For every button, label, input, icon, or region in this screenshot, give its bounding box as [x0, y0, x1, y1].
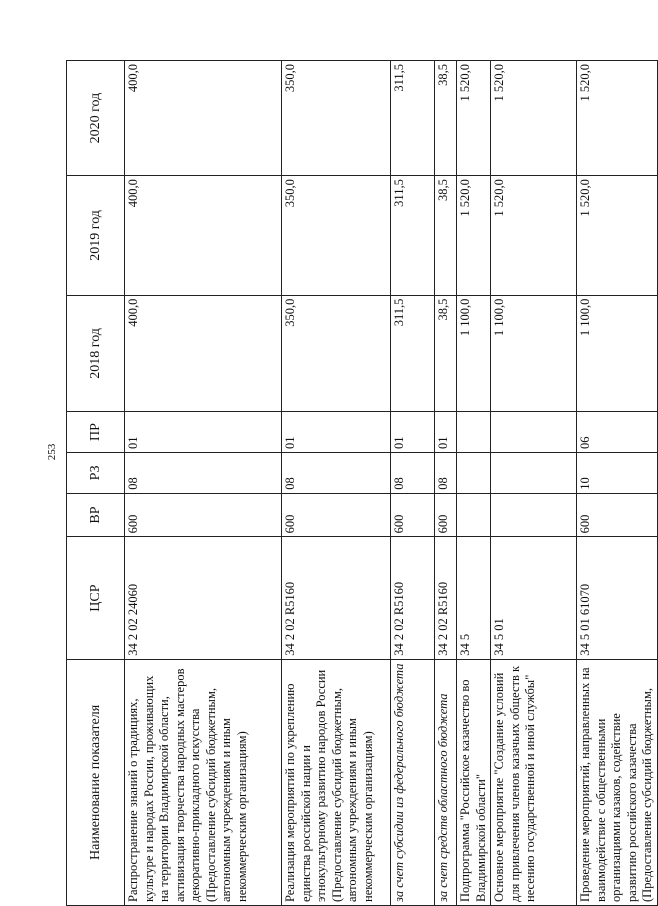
row-rz: 08 [435, 452, 457, 493]
row-csr: 34 5 01 [491, 537, 577, 659]
row-rz [491, 452, 577, 493]
row-2020: 1 520,0 [457, 61, 491, 176]
row-name: Проведение мероприятий, направленных на взаимодействие с общественными организациями казаков, содействие развитию российского казачества (Предоставление субсидий бюджетным, [577, 659, 658, 905]
budget-table [66, 60, 658, 906]
rotated-page-area [66, 60, 654, 906]
row-rz [457, 452, 491, 493]
row-pr: 01 [125, 412, 282, 453]
row-name: Подпрограмма "Российское казачество во Владимирской области" [457, 659, 491, 905]
table-row [125, 61, 282, 906]
header-csr: ЦСР [67, 537, 125, 659]
page-number: 253 [46, 443, 58, 461]
row-2019: 400,0 [125, 176, 282, 295]
row-name: Основное мероприятие "Создание условий для привлечения членов казачьих обществ к несению государственной и иной службы" [491, 659, 577, 905]
row-vr: 600 [435, 493, 457, 537]
row-2018: 311,5 [391, 295, 435, 412]
row-pr [457, 412, 491, 453]
table-row [282, 61, 391, 906]
row-2020: 38,5 [435, 61, 457, 176]
row-rz: 08 [282, 452, 391, 493]
budget-table-wrapper [66, 60, 654, 906]
row-2019: 38,5 [435, 176, 457, 295]
header-2019: 2019 год [67, 176, 125, 295]
header-pr: ПР [67, 412, 125, 453]
row-2018: 350,0 [282, 295, 391, 412]
row-csr: 34 2 02 R5160 [435, 537, 457, 659]
row-name: за счет средств областного бюджета [435, 659, 457, 905]
row-2019: 1 520,0 [491, 176, 577, 295]
header-name: Наименование показателя [67, 659, 125, 905]
row-2020: 400,0 [125, 61, 282, 176]
table-row [391, 61, 435, 906]
row-rz: 08 [125, 452, 282, 493]
row-2020: 350,0 [282, 61, 391, 176]
row-rz: 10 [577, 452, 658, 493]
row-2018: 38,5 [435, 295, 457, 412]
header-row [67, 61, 125, 906]
row-vr [457, 493, 491, 537]
row-2020: 1 520,0 [577, 61, 658, 176]
row-pr: 06 [577, 412, 658, 453]
table-row [491, 61, 577, 906]
row-vr: 600 [125, 493, 282, 537]
row-2018: 1 100,0 [577, 295, 658, 412]
row-pr: 01 [435, 412, 457, 453]
table-row [435, 61, 457, 906]
row-csr: 34 5 [457, 537, 491, 659]
header-vr: ВР [67, 493, 125, 537]
row-pr: 01 [391, 412, 435, 453]
row-rz: 08 [391, 452, 435, 493]
table-row [457, 61, 491, 906]
row-vr: 600 [391, 493, 435, 537]
header-2018: 2018 год [67, 295, 125, 412]
row-2020: 311,5 [391, 61, 435, 176]
row-2019: 311,5 [391, 176, 435, 295]
row-vr: 600 [577, 493, 658, 537]
table-row [577, 61, 658, 906]
row-csr: 34 2 02 R5160 [282, 537, 391, 659]
row-vr [491, 493, 577, 537]
header-2020: 2020 год [67, 61, 125, 176]
row-name: Реализация мероприятий по укреплению единства российской нации и этнокультурному развитию народов России (Предоставление субсидий бюджетным, автономным учреждениям и иным некоммерческим организациям) [282, 659, 391, 905]
row-2019: 1 520,0 [457, 176, 491, 295]
row-pr: 01 [282, 412, 391, 453]
row-csr: 34 2 02 R5160 [391, 537, 435, 659]
row-vr: 600 [282, 493, 391, 537]
header-rz: РЗ [67, 452, 125, 493]
row-csr: 34 2 02 24060 [125, 537, 282, 659]
row-csr: 34 5 01 61070 [577, 537, 658, 659]
row-2018: 400,0 [125, 295, 282, 412]
row-2018: 1 100,0 [491, 295, 577, 412]
row-2018: 1 100,0 [457, 295, 491, 412]
row-pr [491, 412, 577, 453]
row-name: Распространение знаний о традициях, культуре и народах России, проживающих на территории Владимирской области, активизация творчества народных мастеров декоративно-прикладного искусства (Предоставление субсидий бюджетным, автономным учреждениям и иным некоммерческим организациям) [125, 659, 282, 905]
row-2020: 1 520,0 [491, 61, 577, 176]
row-2019: 1 520,0 [577, 176, 658, 295]
row-2019: 350,0 [282, 176, 391, 295]
row-name: за счет субсидии из федерального бюджета [391, 659, 435, 905]
